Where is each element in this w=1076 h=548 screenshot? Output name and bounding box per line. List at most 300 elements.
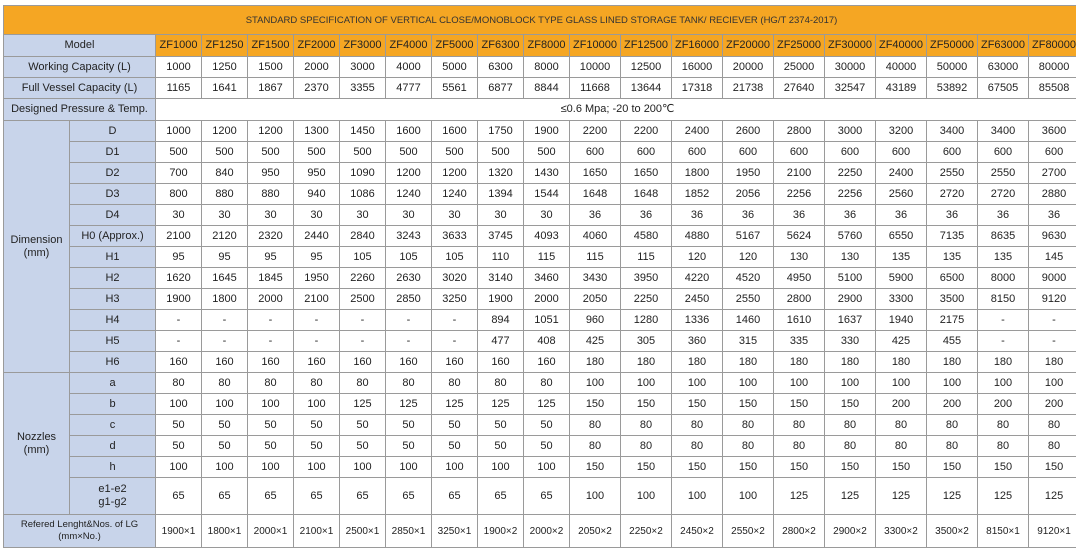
value-cell: 4580 [621,226,672,247]
value-cell: 940 [294,184,340,205]
value-cell: 100 [978,373,1029,394]
value-cell: 2550 [723,289,774,310]
value-cell: 2250 [825,163,876,184]
value-cell: 600 [621,142,672,163]
value-cell: - [202,331,248,352]
value-cell: 1086 [340,184,386,205]
table-row [4,142,1076,163]
value-cell: 80 [621,415,672,436]
value-cell: 4520 [723,268,774,289]
value-cell: 32547 [825,78,876,99]
label-line-2: (mm) [24,247,50,259]
value-cell: 150 [1029,457,1076,478]
value-cell: 1460 [723,310,774,331]
sub-label: H2 [70,268,156,289]
value-cell: 1610 [774,310,825,331]
value-cell: 1090 [340,163,386,184]
value-cell: 9630 [1029,226,1076,247]
model-header-cell: ZF1250 [202,35,248,57]
value-cell: 500 [524,142,570,163]
value-cell: 180 [570,352,621,373]
value-cell: 160 [432,352,478,373]
sub-label: a [70,373,156,394]
value-cell: 1051 [524,310,570,331]
value-cell: 315 [723,331,774,352]
value-cell: 3300 [876,289,927,310]
value-cell: 2800 [774,121,825,142]
table-row [4,515,1076,548]
value-cell: 50 [156,436,202,457]
value-cell: 85508 [1029,78,1076,99]
value-cell: 1650 [570,163,621,184]
value-cell: 3500×2 [927,515,978,548]
value-cell: 100 [294,457,340,478]
value-cell: - [340,331,386,352]
pressure-value: ≤0.6 Mpa; -20 to 200℃ [156,99,1076,121]
value-cell: 600 [774,142,825,163]
value-cell: 80 [774,436,825,457]
spec-table-container [3,5,1071,548]
value-cell: - [1029,310,1076,331]
value-cell: 8635 [978,226,1029,247]
value-cell: 125 [825,478,876,515]
table-row [4,121,1076,142]
value-cell: 80 [340,373,386,394]
value-cell: 150 [825,457,876,478]
value-cell: 115 [621,247,672,268]
value-cell: 180 [927,352,978,373]
value-cell: 1000 [156,57,202,78]
value-cell: 80 [524,373,570,394]
value-cell: 100 [340,457,386,478]
value-cell: 3300×2 [876,515,927,548]
value-cell: 150 [672,394,723,415]
sub-label: d [70,436,156,457]
value-cell: 30 [294,205,340,226]
value-cell: 125 [340,394,386,415]
value-cell: 1250 [202,57,248,78]
row-label: Full Vessel Capacity (L) [4,78,156,99]
sub-label: H4 [70,310,156,331]
value-cell: - [248,310,294,331]
value-cell: 30 [432,205,478,226]
label-line-2: (mm) [24,444,50,456]
value-cell: 1650 [621,163,672,184]
value-cell: 1800×1 [202,515,248,548]
sub-label: H5 [70,331,156,352]
value-cell: 200 [876,394,927,415]
value-cell: 80 [672,415,723,436]
value-cell: 2250×2 [621,515,672,548]
value-cell: 1637 [825,310,876,331]
value-cell: 100 [621,373,672,394]
value-cell: 105 [432,247,478,268]
value-cell: 2720 [978,184,1029,205]
value-cell: 3745 [478,226,524,247]
sub-label: D4 [70,205,156,226]
value-cell: 8150 [978,289,1029,310]
value-cell: 600 [927,142,978,163]
value-cell: 1300 [294,121,340,142]
value-cell: 894 [478,310,524,331]
value-cell: 500 [248,142,294,163]
value-cell: 100 [524,457,570,478]
value-cell: - [386,310,432,331]
value-cell: 2260 [340,268,386,289]
value-cell: 3500 [927,289,978,310]
value-cell: 180 [774,352,825,373]
value-cell: 8844 [524,78,570,99]
value-cell: 2056 [723,184,774,205]
value-cell: 2256 [774,184,825,205]
value-cell: 600 [672,142,723,163]
value-cell: 80 [672,436,723,457]
value-cell: 27640 [774,78,825,99]
value-cell: 150 [570,457,621,478]
value-cell: 80 [386,373,432,394]
value-cell: 950 [248,163,294,184]
value-cell: 50 [386,415,432,436]
value-cell: 960 [570,310,621,331]
sub-label: c [70,415,156,436]
value-cell: 500 [386,142,432,163]
value-cell: 2000×1 [248,515,294,548]
model-header-cell: ZF50000 [927,35,978,57]
value-cell: 36 [825,205,876,226]
label-line-1: Refered Lenght&Nos. of LG [21,519,138,530]
value-cell: 150 [723,457,774,478]
value-cell: 500 [478,142,524,163]
value-cell: 1950 [294,268,340,289]
value-cell: 150 [774,394,825,415]
value-cell: 67505 [978,78,1029,99]
table-row [4,78,1076,99]
value-cell: 1900 [524,121,570,142]
value-cell: 3600 [1029,121,1076,142]
value-cell: - [156,331,202,352]
value-cell: 80 [248,373,294,394]
value-cell: 50000 [927,57,978,78]
value-cell: 2900×2 [825,515,876,548]
value-cell: 50 [432,415,478,436]
value-cell: 21738 [723,78,774,99]
value-cell: 2630 [386,268,432,289]
value-cell: 6550 [876,226,927,247]
sub-label [70,478,156,515]
value-cell: 1320 [478,163,524,184]
lg-label [4,515,156,548]
value-cell: 6877 [478,78,524,99]
value-cell: 160 [386,352,432,373]
value-cell: 125 [432,394,478,415]
model-header-cell: ZF30000 [825,35,876,57]
value-cell: - [978,331,1029,352]
model-header-cell: ZF12500 [621,35,672,57]
value-cell: 1645 [202,268,248,289]
value-cell: 3243 [386,226,432,247]
value-cell: 50 [202,415,248,436]
value-cell: 110 [478,247,524,268]
value-cell: 36 [927,205,978,226]
value-cell: 1900 [478,289,524,310]
value-cell: 880 [248,184,294,205]
value-cell: 125 [978,478,1029,515]
value-cell: 5760 [825,226,876,247]
value-cell: 600 [825,142,876,163]
value-cell: 200 [978,394,1029,415]
value-cell: 100 [202,394,248,415]
model-header-cell: ZF1500 [248,35,294,57]
value-cell: 1940 [876,310,927,331]
value-cell: 80 [294,373,340,394]
value-cell: 65 [248,478,294,515]
value-cell: 4093 [524,226,570,247]
table-row [4,163,1076,184]
value-cell: 150 [774,457,825,478]
value-cell: 1867 [248,78,294,99]
value-cell: 2500×1 [340,515,386,548]
value-cell: 115 [524,247,570,268]
label-line-1: e1-e2 [98,483,126,495]
value-cell: 65 [156,478,202,515]
value-cell: 330 [825,331,876,352]
value-cell: 50 [478,415,524,436]
value-cell: 30 [156,205,202,226]
value-cell: 180 [978,352,1029,373]
value-cell: 425 [876,331,927,352]
value-cell: 335 [774,331,825,352]
value-cell: 50 [248,436,294,457]
table-row [4,99,1076,121]
value-cell: 2800 [774,289,825,310]
table-row [4,457,1076,478]
value-cell: 8000 [524,57,570,78]
value-cell: 36 [723,205,774,226]
value-cell: 80 [927,415,978,436]
value-cell: 180 [621,352,672,373]
value-cell: 2175 [927,310,978,331]
value-cell: 2100×1 [294,515,340,548]
value-cell: - [248,331,294,352]
value-cell: 36 [570,205,621,226]
table-row [4,436,1076,457]
value-cell: 8150×1 [978,515,1029,548]
sub-label: h [70,457,156,478]
model-label: Model [4,35,156,57]
model-header-cell: ZF2000 [294,35,340,57]
value-cell: 100 [876,373,927,394]
value-cell: 600 [1029,142,1076,163]
value-cell: - [1029,331,1076,352]
value-cell: 95 [294,247,340,268]
value-cell: 2400 [672,121,723,142]
table-row [4,394,1076,415]
value-cell: 80 [723,436,774,457]
value-cell: 2000 [294,57,340,78]
model-header-cell: ZF5000 [432,35,478,57]
value-cell: 80 [978,436,1029,457]
value-cell: - [294,331,340,352]
value-cell: 80 [978,415,1029,436]
label-line-1: Nozzles [17,431,56,443]
value-cell: 150 [876,457,927,478]
value-cell: 1200 [202,121,248,142]
value-cell: 2900 [825,289,876,310]
value-cell: 80 [570,436,621,457]
value-cell: 1544 [524,184,570,205]
value-cell: 2450 [672,289,723,310]
table-row [4,415,1076,436]
sub-label: b [70,394,156,415]
value-cell: 600 [876,142,927,163]
value-cell: 4880 [672,226,723,247]
value-cell: 3400 [978,121,1029,142]
value-cell: 2200 [570,121,621,142]
value-cell: 500 [156,142,202,163]
value-cell: 125 [524,394,570,415]
value-cell: 30 [248,205,294,226]
value-cell: 3000 [340,57,386,78]
value-cell: 50 [340,415,386,436]
value-cell: 115 [570,247,621,268]
model-header-cell: ZF4000 [386,35,432,57]
spec-table [3,5,1076,548]
value-cell: 5167 [723,226,774,247]
value-cell: 150 [672,457,723,478]
value-cell: 455 [927,331,978,352]
value-cell: 2050 [570,289,621,310]
model-header-cell: ZF63000 [978,35,1029,57]
value-cell: 65 [524,478,570,515]
value-cell: 1336 [672,310,723,331]
value-cell: 4950 [774,268,825,289]
value-cell: 1200 [432,163,478,184]
value-cell: 125 [927,478,978,515]
value-cell: 2370 [294,78,340,99]
value-cell: 500 [202,142,248,163]
value-cell: 80 [1029,436,1076,457]
value-cell: 80 [825,415,876,436]
model-header-cell: ZF80000 [1029,35,1076,57]
table-row [4,205,1076,226]
value-cell: 80 [774,415,825,436]
value-cell: 100 [621,478,672,515]
label-line-1: Dimension [11,234,63,246]
value-cell: 130 [825,247,876,268]
value-cell: 150 [570,394,621,415]
value-cell: 150 [723,394,774,415]
value-cell: 80 [876,415,927,436]
value-cell: 80 [621,436,672,457]
value-cell: 80 [156,373,202,394]
value-cell: 10000 [570,57,621,78]
value-cell: 180 [672,352,723,373]
value-cell: 6500 [927,268,978,289]
label-line-2: g1-g2 [98,496,126,508]
value-cell: 125 [876,478,927,515]
value-cell: 600 [570,142,621,163]
value-cell: 100 [774,373,825,394]
value-cell: 1200 [386,163,432,184]
value-cell: 2600 [723,121,774,142]
value-cell: 50 [524,436,570,457]
value-cell: 2100 [774,163,825,184]
value-cell: 50 [248,415,294,436]
value-cell: 1240 [386,184,432,205]
value-cell: 50 [156,415,202,436]
value-cell: 16000 [672,57,723,78]
value-cell: 950 [294,163,340,184]
value-cell: 408 [524,331,570,352]
value-cell: 1800 [202,289,248,310]
value-cell: 100 [672,478,723,515]
value-cell: 100 [1029,373,1076,394]
value-cell: 125 [478,394,524,415]
sub-label: D2 [70,163,156,184]
value-cell: 3400 [927,121,978,142]
value-cell: 125 [774,478,825,515]
value-cell: 160 [294,352,340,373]
value-cell: 50 [294,436,340,457]
value-cell: 1950 [723,163,774,184]
value-cell: 30 [524,205,570,226]
table-row [4,57,1076,78]
value-cell: 100 [672,373,723,394]
value-cell: 3020 [432,268,478,289]
value-cell: 5900 [876,268,927,289]
value-cell: 4060 [570,226,621,247]
value-cell: 95 [248,247,294,268]
value-cell: 160 [340,352,386,373]
value-cell: 3000 [825,121,876,142]
table-title: STANDARD SPECIFICATION OF VERTICAL CLOSE/MONOBLOCK TYPE GLASS LINED STORAGE TANK/ RECIEVER (HG/T 2374-2017) [4,6,1076,35]
table-row [4,331,1076,352]
value-cell: 3633 [432,226,478,247]
value-cell: 500 [340,142,386,163]
label-line-2: (mm×No.) [58,531,101,542]
value-cell: 180 [1029,352,1076,373]
value-cell: 3950 [621,268,672,289]
value-cell: 100 [248,457,294,478]
value-cell: 100 [927,373,978,394]
value-cell: 2880 [1029,184,1076,205]
value-cell: - [432,331,478,352]
value-cell: 2120 [202,226,248,247]
value-cell: 6300 [478,57,524,78]
value-cell: 1750 [478,121,524,142]
value-cell: 95 [202,247,248,268]
value-cell: 880 [202,184,248,205]
table-row [4,289,1076,310]
value-cell: 9000 [1029,268,1076,289]
value-cell: 50 [478,436,524,457]
model-header-cell: ZF1000 [156,35,202,57]
value-cell: 100 [825,373,876,394]
value-cell: 63000 [978,57,1029,78]
value-cell: 700 [156,163,202,184]
value-cell: 1000 [156,121,202,142]
value-cell: 25000 [774,57,825,78]
value-cell: 5624 [774,226,825,247]
value-cell: 2000 [524,289,570,310]
value-cell: 2100 [156,226,202,247]
value-cell: 1240 [432,184,478,205]
value-cell: 150 [621,394,672,415]
value-cell: 9120×1 [1029,515,1076,548]
value-cell: 50 [202,436,248,457]
value-cell: 135 [927,247,978,268]
value-cell: 1648 [621,184,672,205]
